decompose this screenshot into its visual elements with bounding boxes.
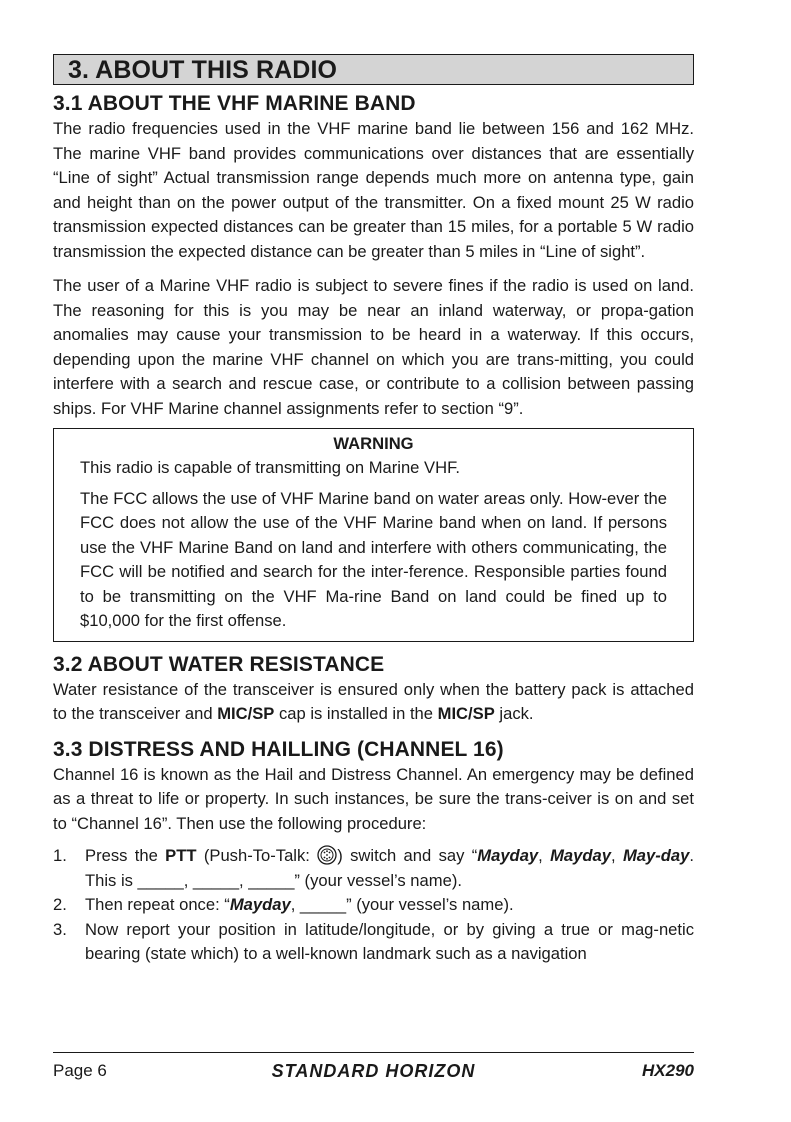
brand-logo: STANDARD HORIZON [271,1061,476,1081]
text-run: jack. [494,704,534,723]
footer-divider [53,1052,694,1053]
manual-page [53,54,694,967]
chapter-title: 3. ABOUT THIS RADIO [53,54,694,85]
step-number: 3. [53,919,67,939]
section-3-3-heading: 3.3 DISTRESS AND HAILLING (CHANNEL 16) [53,737,504,761]
mayday-word: Mayday [229,895,291,914]
text-run: , [538,846,551,865]
text-run: Water resistance of the transceiver is ensured only when the battery pack is attached to the transceiver and [53,679,694,723]
procedure-step-1 [53,844,694,893]
section-3-1-paragraph-2: The user of a Marine VHF radio is subject to severe fines if the radio is used on land. The reasoning for this is you may be near an inland waterway, or propa-gation anomalies may cause your transmission to be heard in a waterway. If this occurs, depending upon the marine VHF channel on which you are trans-mitting, you could interfere with a search and rescue case, or contribute to a collision between passing ships. For VHF Marine channel assignments refer to section “9”. [53,276,694,418]
text-run: Now report your position in latitude/longitude, or by giving a true or mag-netic bearing (state which) to a well-known landmark such as a navigation [85,919,694,963]
section-3-2-paragraph [53,678,694,727]
section-3-2-heading: 3.2 ABOUT WATER RESISTANCE [53,652,385,676]
text-run: Then repeat once: “ [85,895,230,914]
ptt-button-icon [317,845,337,865]
text-run: , _____” (your vessel’s name). [290,895,514,914]
warning-box [53,428,694,642]
mayday-word: May-day [622,846,690,865]
procedure-list [53,844,694,967]
model-number: HX290 [642,1061,694,1080]
procedure-step-3 [53,918,694,967]
ptt-label: PTT [165,846,197,865]
page-number: Page 6 [53,1061,107,1080]
mayday-word: Mayday [477,846,539,865]
text-run: , [610,846,623,865]
text-run: (Push-To-Talk: [196,846,318,865]
warning-line: This radio is capable of transmitting on Marine VHF. [80,458,460,477]
mic-sp-label: MIC/SP [217,704,275,723]
warning-paragraph: The FCC allows the use of VHF Marine band on water areas only. How-ever the FCC does not allow the use of the VHF Marine band when on land. If persons use the VHF Marine Band on land and interfere with others communicating, the FCC will be notified and search for the inter-ference. Responsible parties found to be transmitting on the VHF Ma-rine Band on land could be fined up to $10,000 for the first offense. [80,488,667,630]
text-run: . This is _____, _____, _____” (your vessel’s name). [85,846,694,890]
mic-sp-label: MIC/SP [437,704,495,723]
step-number: 2. [53,895,67,914]
text-run: Press the [85,846,166,865]
step-number: 1. [53,846,67,865]
text-run: cap is installed in the [274,704,438,723]
warning-title: WARNING [333,434,414,453]
page-footer [53,1059,694,1083]
text-run: ) switch and say “ [337,846,478,865]
mayday-word: Mayday [550,846,611,865]
procedure-step-2 [53,893,694,918]
section-3-1-paragraph-1: The radio frequencies used in the VHF marine band lie between 156 and 162 MHz. The marine VHF band provides communications over distances that are essentially “Line of sight” Actual transmission range depends much more on antenna type, gain and height than on the power output of the transmitter. On a fixed mount 25 W radio transmission expected distances can be greater than 15 miles, for a portable 5 W radio transmission the expected distance can be greater than 5 miles in “Line of sight”. [53,119,694,261]
section-3-1-heading: 3.1 ABOUT THE VHF MARINE BAND [53,92,416,115]
section-3-3-intro: Channel 16 is known as the Hail and Distress Channel. An emergency may be defined as a threat to life or property. In such instances, be sure the trans-ceiver is on and set to “Channel 16”. Then use the following procedure: [53,764,694,833]
